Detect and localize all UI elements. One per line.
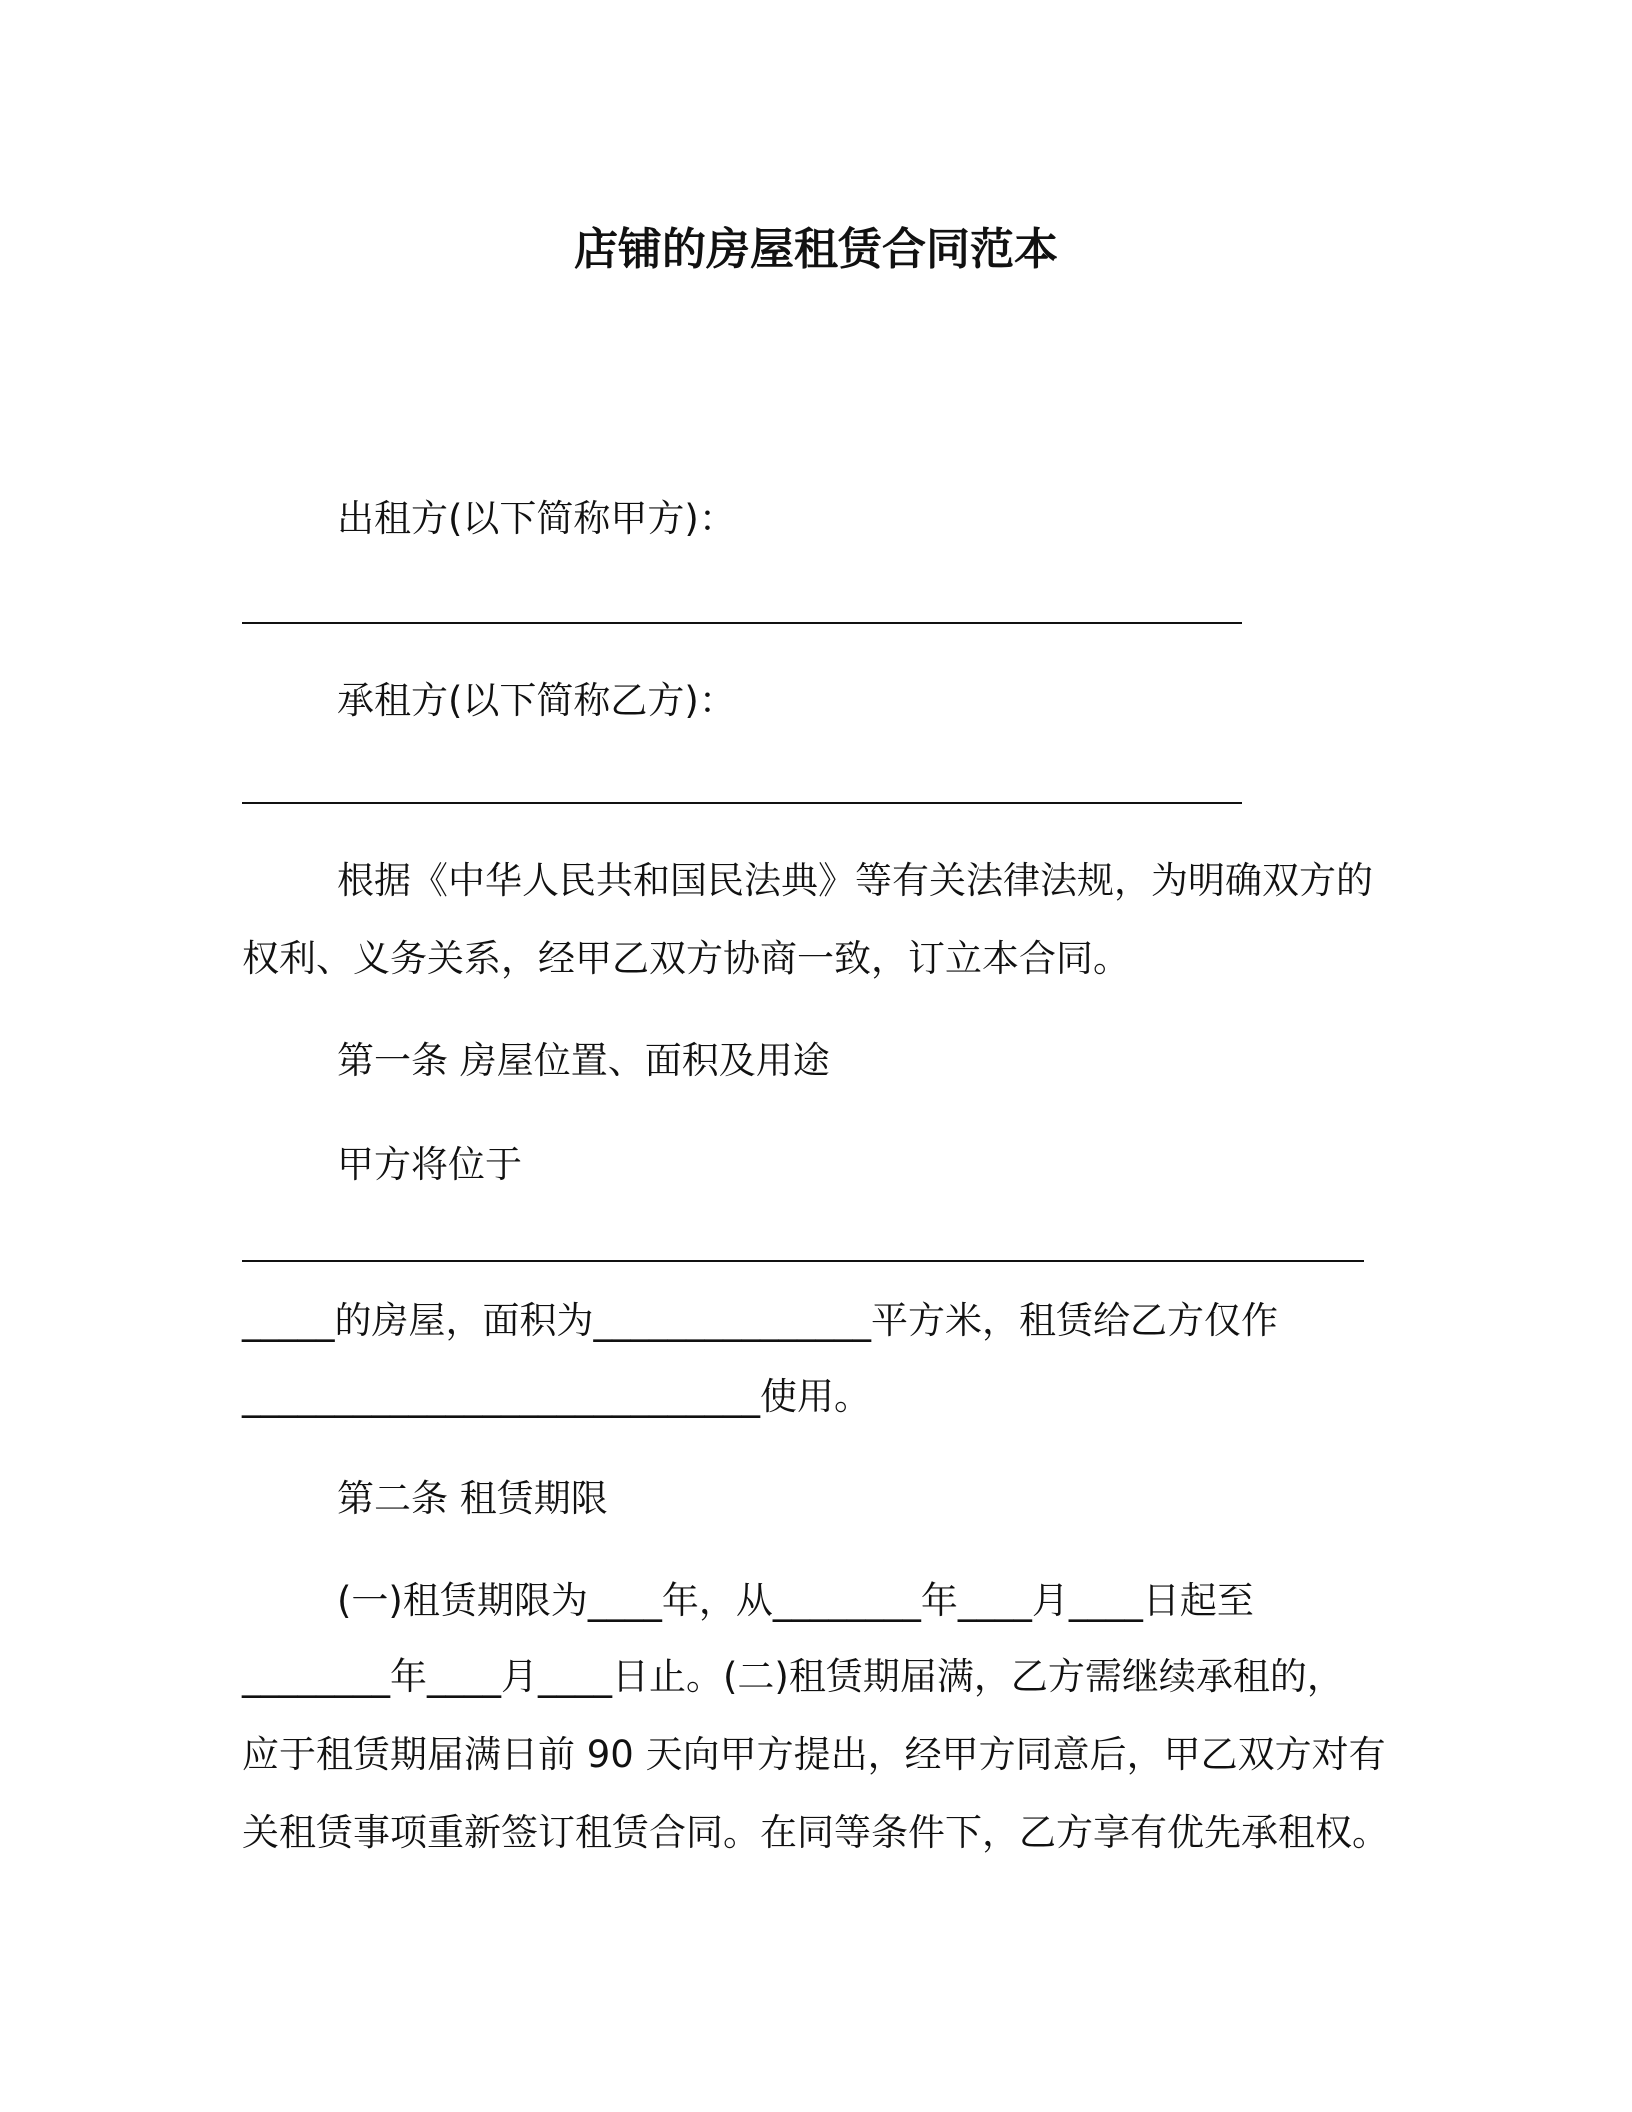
- article-2-line-1: (一)租赁期限为____年，从________年____月____日起至: [337, 1579, 1254, 1622]
- lessee-label: 承租方(以下简称乙方)：: [337, 679, 736, 722]
- article-1-line-3: _____的房屋，面积为_______________平方米，租赁给乙方仅作: [242, 1299, 1278, 1342]
- document-title: 店铺的房屋租赁合同范本: [574, 224, 1058, 275]
- article-2-heading: 第二条 租赁期限: [337, 1477, 608, 1520]
- lessor-fill-line: [242, 622, 1242, 624]
- lessor-label: 出租方(以下简称甲方)：: [337, 497, 736, 540]
- preamble-line-1: 根据《中华人民共和国民法典》等有关法律法规，为明确双方的: [337, 859, 1373, 902]
- article-1-line-1: 甲方将位于: [337, 1143, 522, 1186]
- lessee-fill-line: [242, 802, 1242, 804]
- article-2-line-2: ________年____月____日止。(二)租赁期届满，乙方需继续承租的，: [242, 1655, 1344, 1698]
- article-1-line-2: [242, 1260, 1364, 1262]
- article-1-heading: 第一条 房屋位置、面积及用途: [337, 1039, 830, 1082]
- article-2-line-3: 应于租赁期届满日前 90 天向甲方提出，经甲方同意后，甲乙双方对有: [242, 1733, 1386, 1776]
- article-2-line-4: 关租赁事项重新签订租赁合同。在同等条件下，乙方享有优先承租权。: [242, 1811, 1389, 1854]
- preamble-line-2: 权利、义务关系，经甲乙双方协商一致，订立本合同。: [242, 937, 1130, 980]
- article-1-line-4: ____________________________使用。: [242, 1375, 871, 1418]
